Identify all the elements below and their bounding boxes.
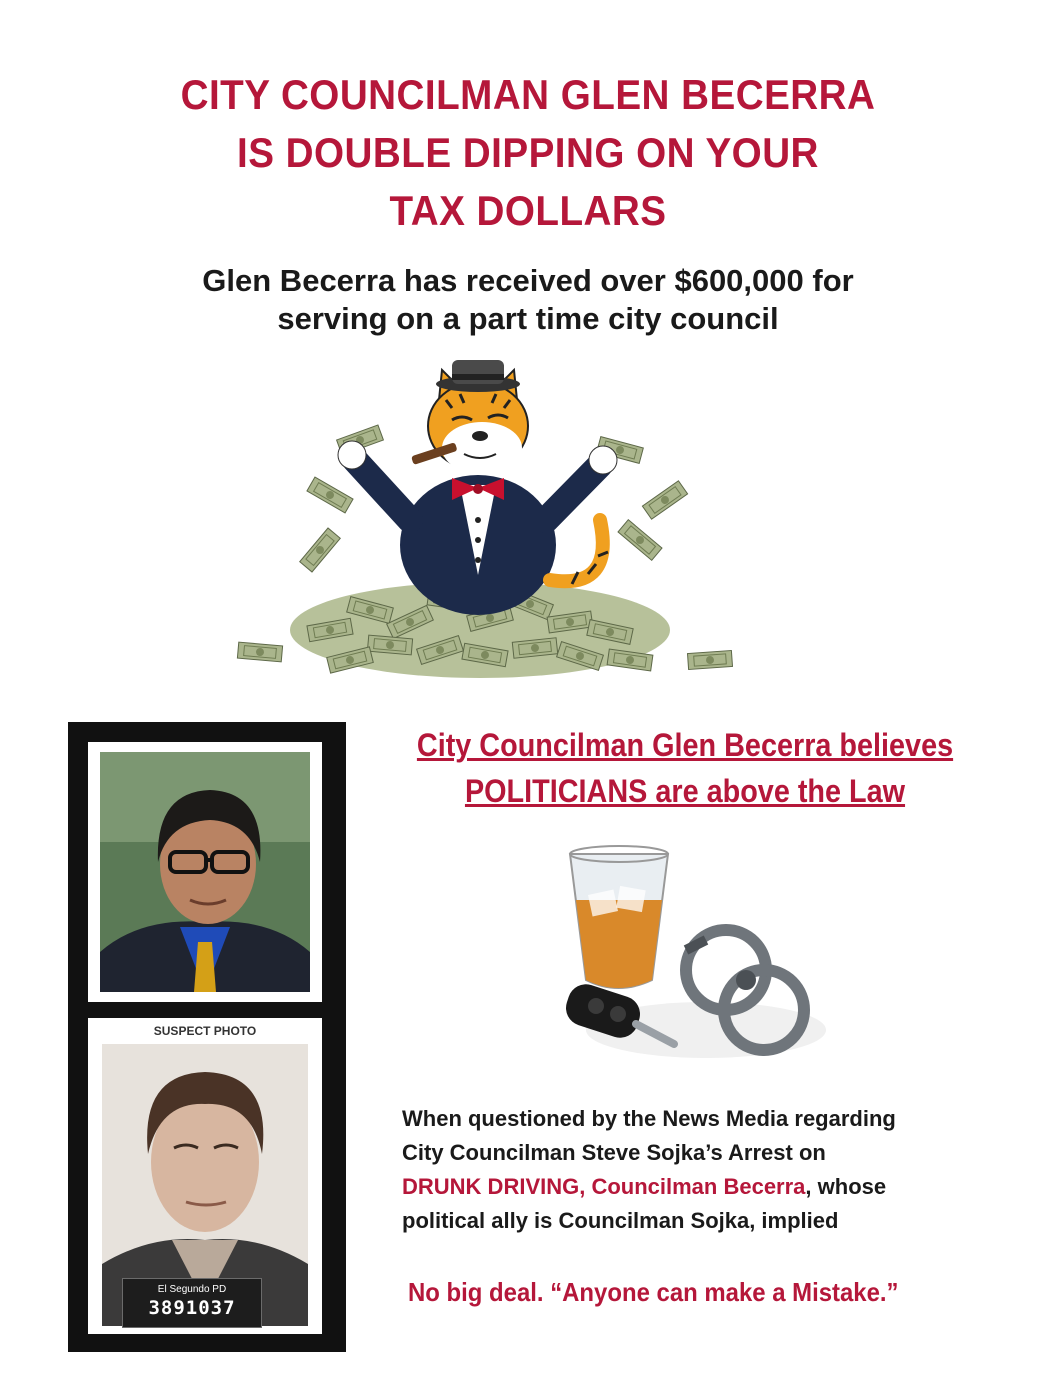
body-line-1: When questioned by the News Media regarding [402,1106,896,1131]
body-line-3 [402,1170,1042,1204]
councilman-photo-frame [88,742,322,1002]
subhead-line-2: serving on a part time city council [277,301,779,336]
whiskey-keys-handcuffs-illustration [556,830,826,1080]
headline-line-3: TAX DOLLARS [389,187,667,234]
believes-heading [375,722,996,814]
mugshot-frame [88,1018,322,1334]
body-line-3-rest: , whose [805,1174,887,1199]
body-line-2: City Councilman Steve Sojka’s Arrest on [402,1140,826,1165]
headline [42,66,1014,240]
police-department-label: El Segundo PD [157,1284,227,1295]
booking-placard [122,1278,262,1328]
believes-line-1: City Councilman Glen Becerra believes [416,727,954,763]
arrest-description [402,1102,1042,1238]
suspect-photo-label: SUSPECT PHOTO [153,1024,257,1038]
drunk-driving-highlight: DRUNK DRIVING, Councilman Becerra [402,1174,806,1199]
quote-line: No big deal. “Anyone can make a Mistake.” [408,1277,899,1307]
body-line-4: political ally is Councilman Sojka, implied [402,1208,839,1233]
photo-panel [68,722,346,1352]
believes-line-2: POLITICIANS are above the Law [464,773,906,809]
headline-line-1: CITY COUNCILMAN GLEN BECERRA [180,71,876,118]
headline-line-2: IS DOUBLE DIPPING ON YOUR [237,129,819,176]
booking-number: 3891037 [148,1297,236,1319]
subhead-line-1: Glen Becerra has received over $600,000 for [202,263,854,298]
fat-cat-money-illustration [220,360,740,690]
councilman-portrait [100,752,310,992]
subhead [0,262,1056,338]
